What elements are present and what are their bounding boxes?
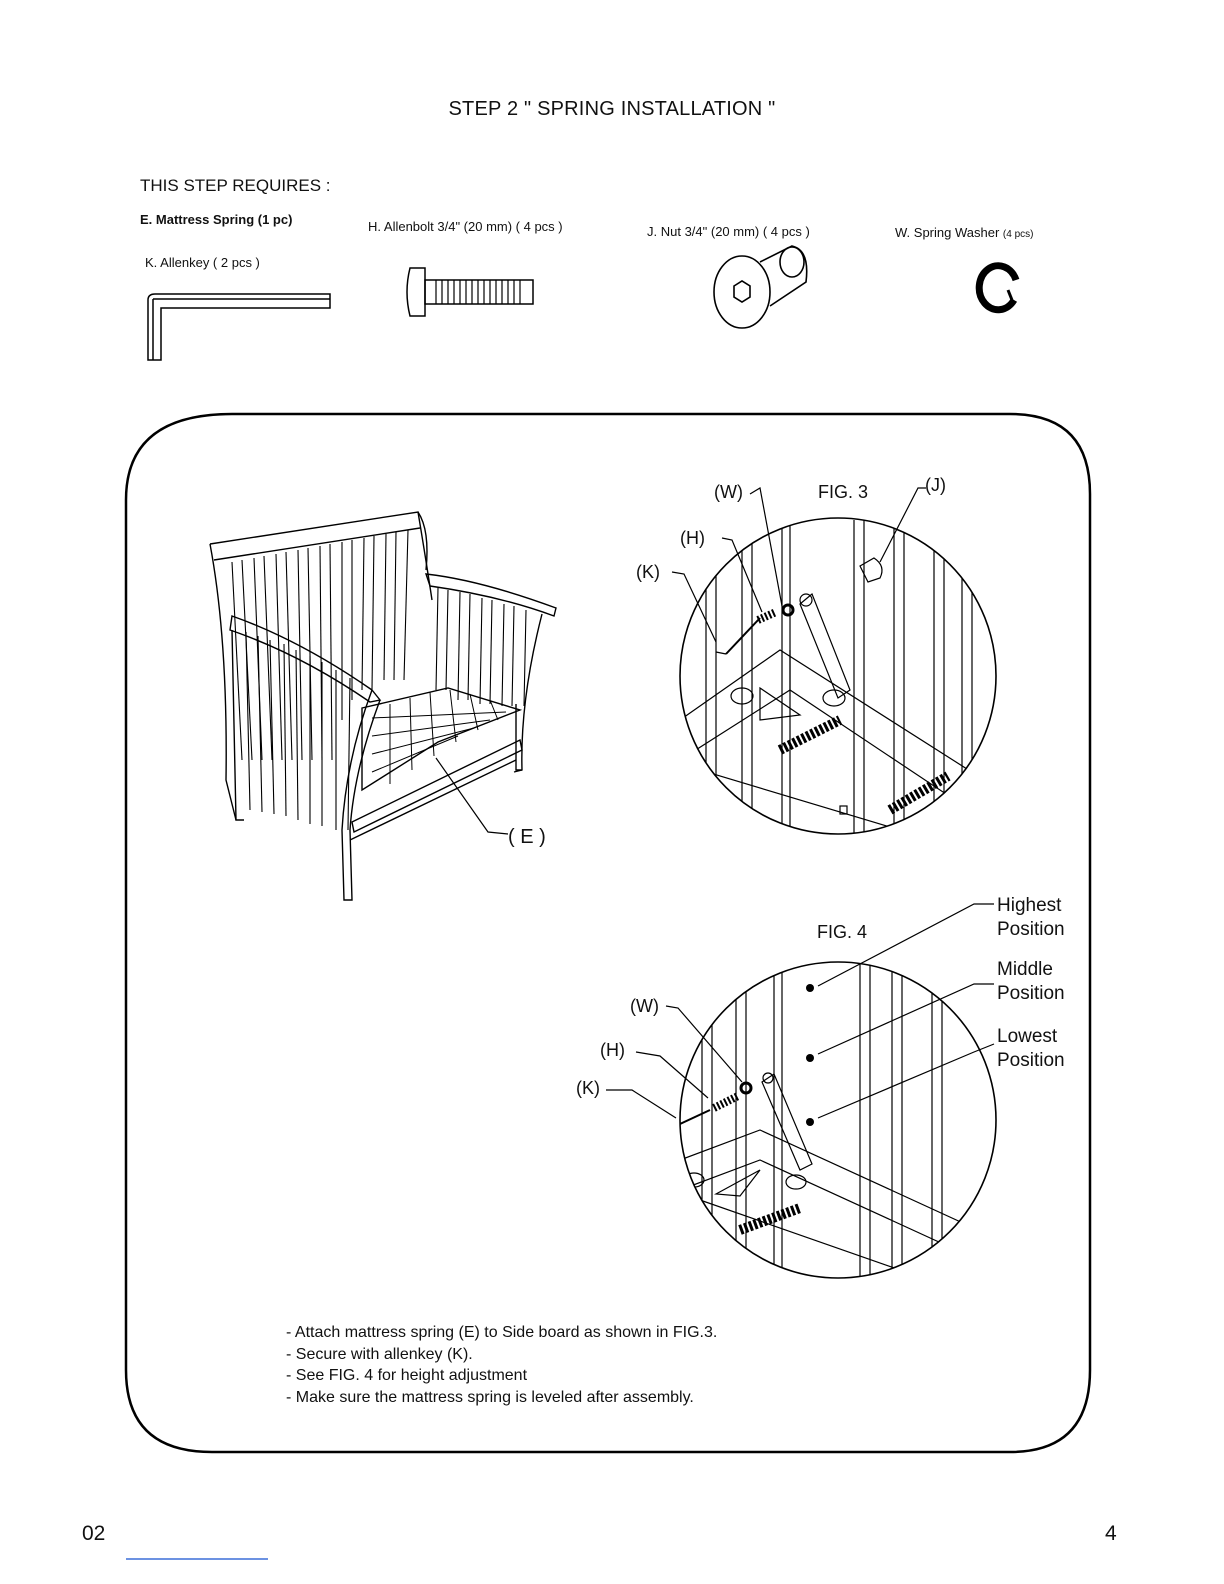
- frame-border: [126, 414, 1090, 1452]
- height-holes: [806, 984, 814, 1126]
- position-highest-line1: Highest: [997, 895, 1062, 916]
- callout-e: ( E ): [508, 826, 546, 848]
- fig4-callout-w: (W): [630, 996, 659, 1016]
- page-number: 4: [1105, 1522, 1117, 1545]
- instruction-line: - See FIG. 4 for height adjustment: [286, 1367, 528, 1384]
- fig3-callout-j: (J): [925, 475, 946, 495]
- fig4-circle: [680, 962, 996, 1278]
- allenkey-icon: [148, 294, 330, 360]
- crib-drawing: [210, 512, 556, 900]
- fig3-callout-h: (H): [680, 528, 705, 548]
- fig3-circle: [680, 518, 996, 834]
- position-middle-line1: Middle: [997, 959, 1053, 980]
- fig4-title: FIG. 4: [817, 922, 868, 942]
- position-lowest: [997, 1025, 1065, 1073]
- footer-left-code: 02: [82, 1522, 106, 1545]
- part-label-mattress-spring: E. Mattress Spring (1 pc): [140, 212, 293, 227]
- fig4-callout-k: (K): [576, 1078, 600, 1098]
- part-label-spring-washer: W. Spring Washer: [895, 225, 1000, 240]
- instruction-line: - Make sure the mattress spring is leveled after assembly.: [286, 1388, 694, 1406]
- part-qty-spring-washer: (4 pcs): [1002, 229, 1034, 240]
- part-label-allenbolt: H. Allenbolt 3/4" (20 mm) ( 4 pcs ): [368, 219, 563, 234]
- part-label-allenkey: K. Allenkey ( 2 pcs ): [145, 255, 260, 270]
- allenbolt-icon: [407, 268, 533, 316]
- spring-washer-icon: [979, 266, 1016, 310]
- instruction-line: - Attach mattress spring (E) to Side board as shown in FIG.3.: [286, 1324, 718, 1341]
- nut-icon: [714, 246, 807, 328]
- fig3-callout-w: (W): [714, 482, 743, 502]
- fig3-callout-k: (K): [636, 562, 660, 582]
- position-middle-line2: Position: [997, 983, 1065, 1004]
- page-title: STEP 2 " SPRING INSTALLATION ": [448, 98, 776, 120]
- instruction-line: - Secure with allenkey (K).: [286, 1345, 473, 1363]
- fig3-detail: [680, 520, 1000, 860]
- fig3-title: FIG. 3: [818, 482, 869, 502]
- requirements-heading: THIS STEP REQUIRES :: [140, 176, 331, 195]
- fig4-callout-h: (H): [600, 1040, 625, 1060]
- part-label-nut: J. Nut 3/4" (20 mm) ( 4 pcs ): [647, 224, 810, 239]
- position-middle: [997, 958, 1065, 1006]
- instructions-list: [286, 1322, 717, 1408]
- position-lowest-line2: Position: [997, 1050, 1065, 1071]
- position-highest: [997, 894, 1065, 942]
- position-highest-line2: Position: [997, 919, 1065, 940]
- position-lowest-line1: Lowest: [997, 1026, 1058, 1047]
